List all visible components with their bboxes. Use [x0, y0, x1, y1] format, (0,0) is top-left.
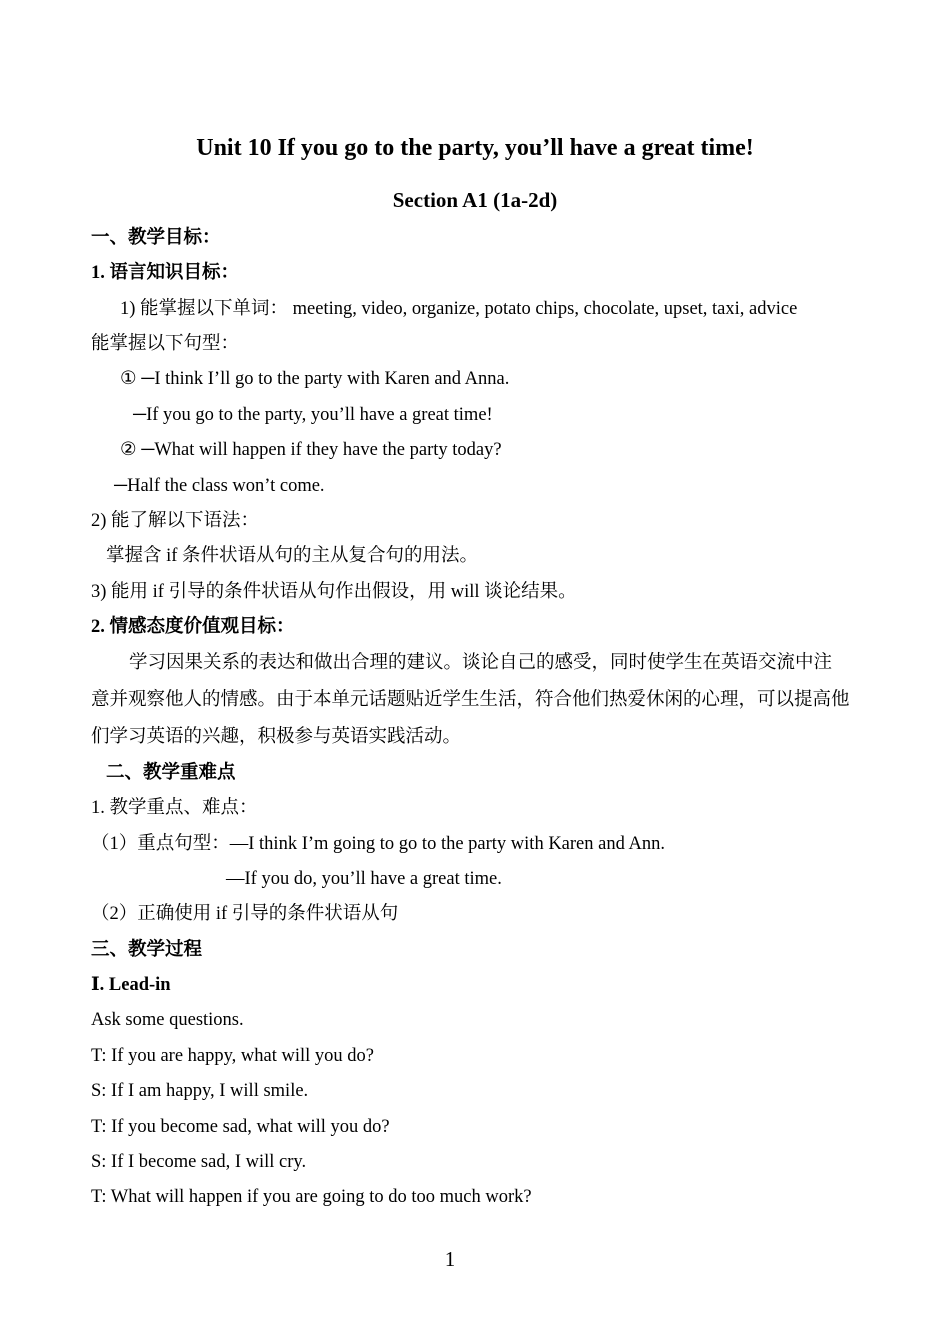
dialogue-line-4: S: If I become sad, I will cry. — [91, 1152, 307, 1172]
key-points-intro: 1. 教学重点、难点： — [91, 798, 258, 818]
paragraph-line-1: 学习因果关系的表达和做出合理的建议。谈论自己的感受，同时使学生在英语交流中注 — [129, 653, 833, 673]
heading-teaching-goals: 一、教学目标： — [91, 228, 221, 248]
paragraph-line-3: 们学习英语的兴趣，积极参与英语实践活动。 — [91, 727, 462, 747]
key-sentence-1: （1）重点句型：—I think I’m going to go to the party with Karen and Ann. — [91, 834, 665, 854]
lead-in-instruction: Ask some questions. — [91, 1010, 244, 1030]
pattern-1-a: ① ─I think I’ll go to the party with Karen and Anna. — [120, 369, 510, 389]
dialogue-line-3: T: If you become sad, what will you do? — [91, 1117, 390, 1137]
sentence-patterns-intro: 能掌握以下句型： — [91, 334, 240, 354]
dialogue-line-1: T: If you are happy, what will you do? — [91, 1046, 375, 1066]
heading-key-points: 二、教学重难点 — [106, 763, 236, 783]
dialogue-line-2: S: If I am happy, I will smile. — [91, 1081, 309, 1101]
pattern-2-a: ② ─What will happen if they have the party today? — [120, 440, 502, 460]
grammar-line: 掌握含 if 条件状语从句的主从复合句的用法。 — [106, 546, 479, 566]
grammar-intro: 2) 能了解以下语法： — [91, 511, 260, 531]
heading-lead-in: Ⅰ. Lead-in — [91, 975, 171, 995]
pattern-2-b: ─Half the class won’t come. — [114, 476, 325, 496]
vocabulary-line: 1) 能掌握以下单词： meeting, video, organize, potato chips, chocolate, upset, taxi, advice — [120, 299, 798, 319]
key-point-2: （2）正确使用 if 引导的条件状语从句 — [91, 904, 399, 924]
section-title: Section A1 (1a-2d) — [392, 188, 558, 212]
dialogue-line-5: T: What will happen if you are going to do too much work? — [91, 1187, 532, 1207]
document-title: Unit 10 If you go to the party, you’ll have a great time! — [196, 135, 754, 161]
heading-emotional-goals: 2. 情感态度价值观目标： — [91, 617, 295, 637]
pattern-1-b: ─If you go to the party, you’ll have a great time! — [133, 405, 493, 425]
heading-language-goals: 1. 语言知识目标： — [91, 263, 240, 283]
key-sentence-2: —If you do, you’ll have a great time. — [226, 869, 502, 889]
paragraph-line-2: 意并观察他人的情感。由于本单元话题贴近学生生活，符合他们热爱休闲的心理，可以提高他 — [91, 690, 850, 710]
if-clause-goal: 3) 能用 if 引导的条件状语从句作出假设，用 will 谈论结果。 — [91, 582, 577, 602]
heading-teaching-process: 三、教学过程 — [91, 940, 203, 960]
page-number: 1 — [444, 1247, 456, 1271]
